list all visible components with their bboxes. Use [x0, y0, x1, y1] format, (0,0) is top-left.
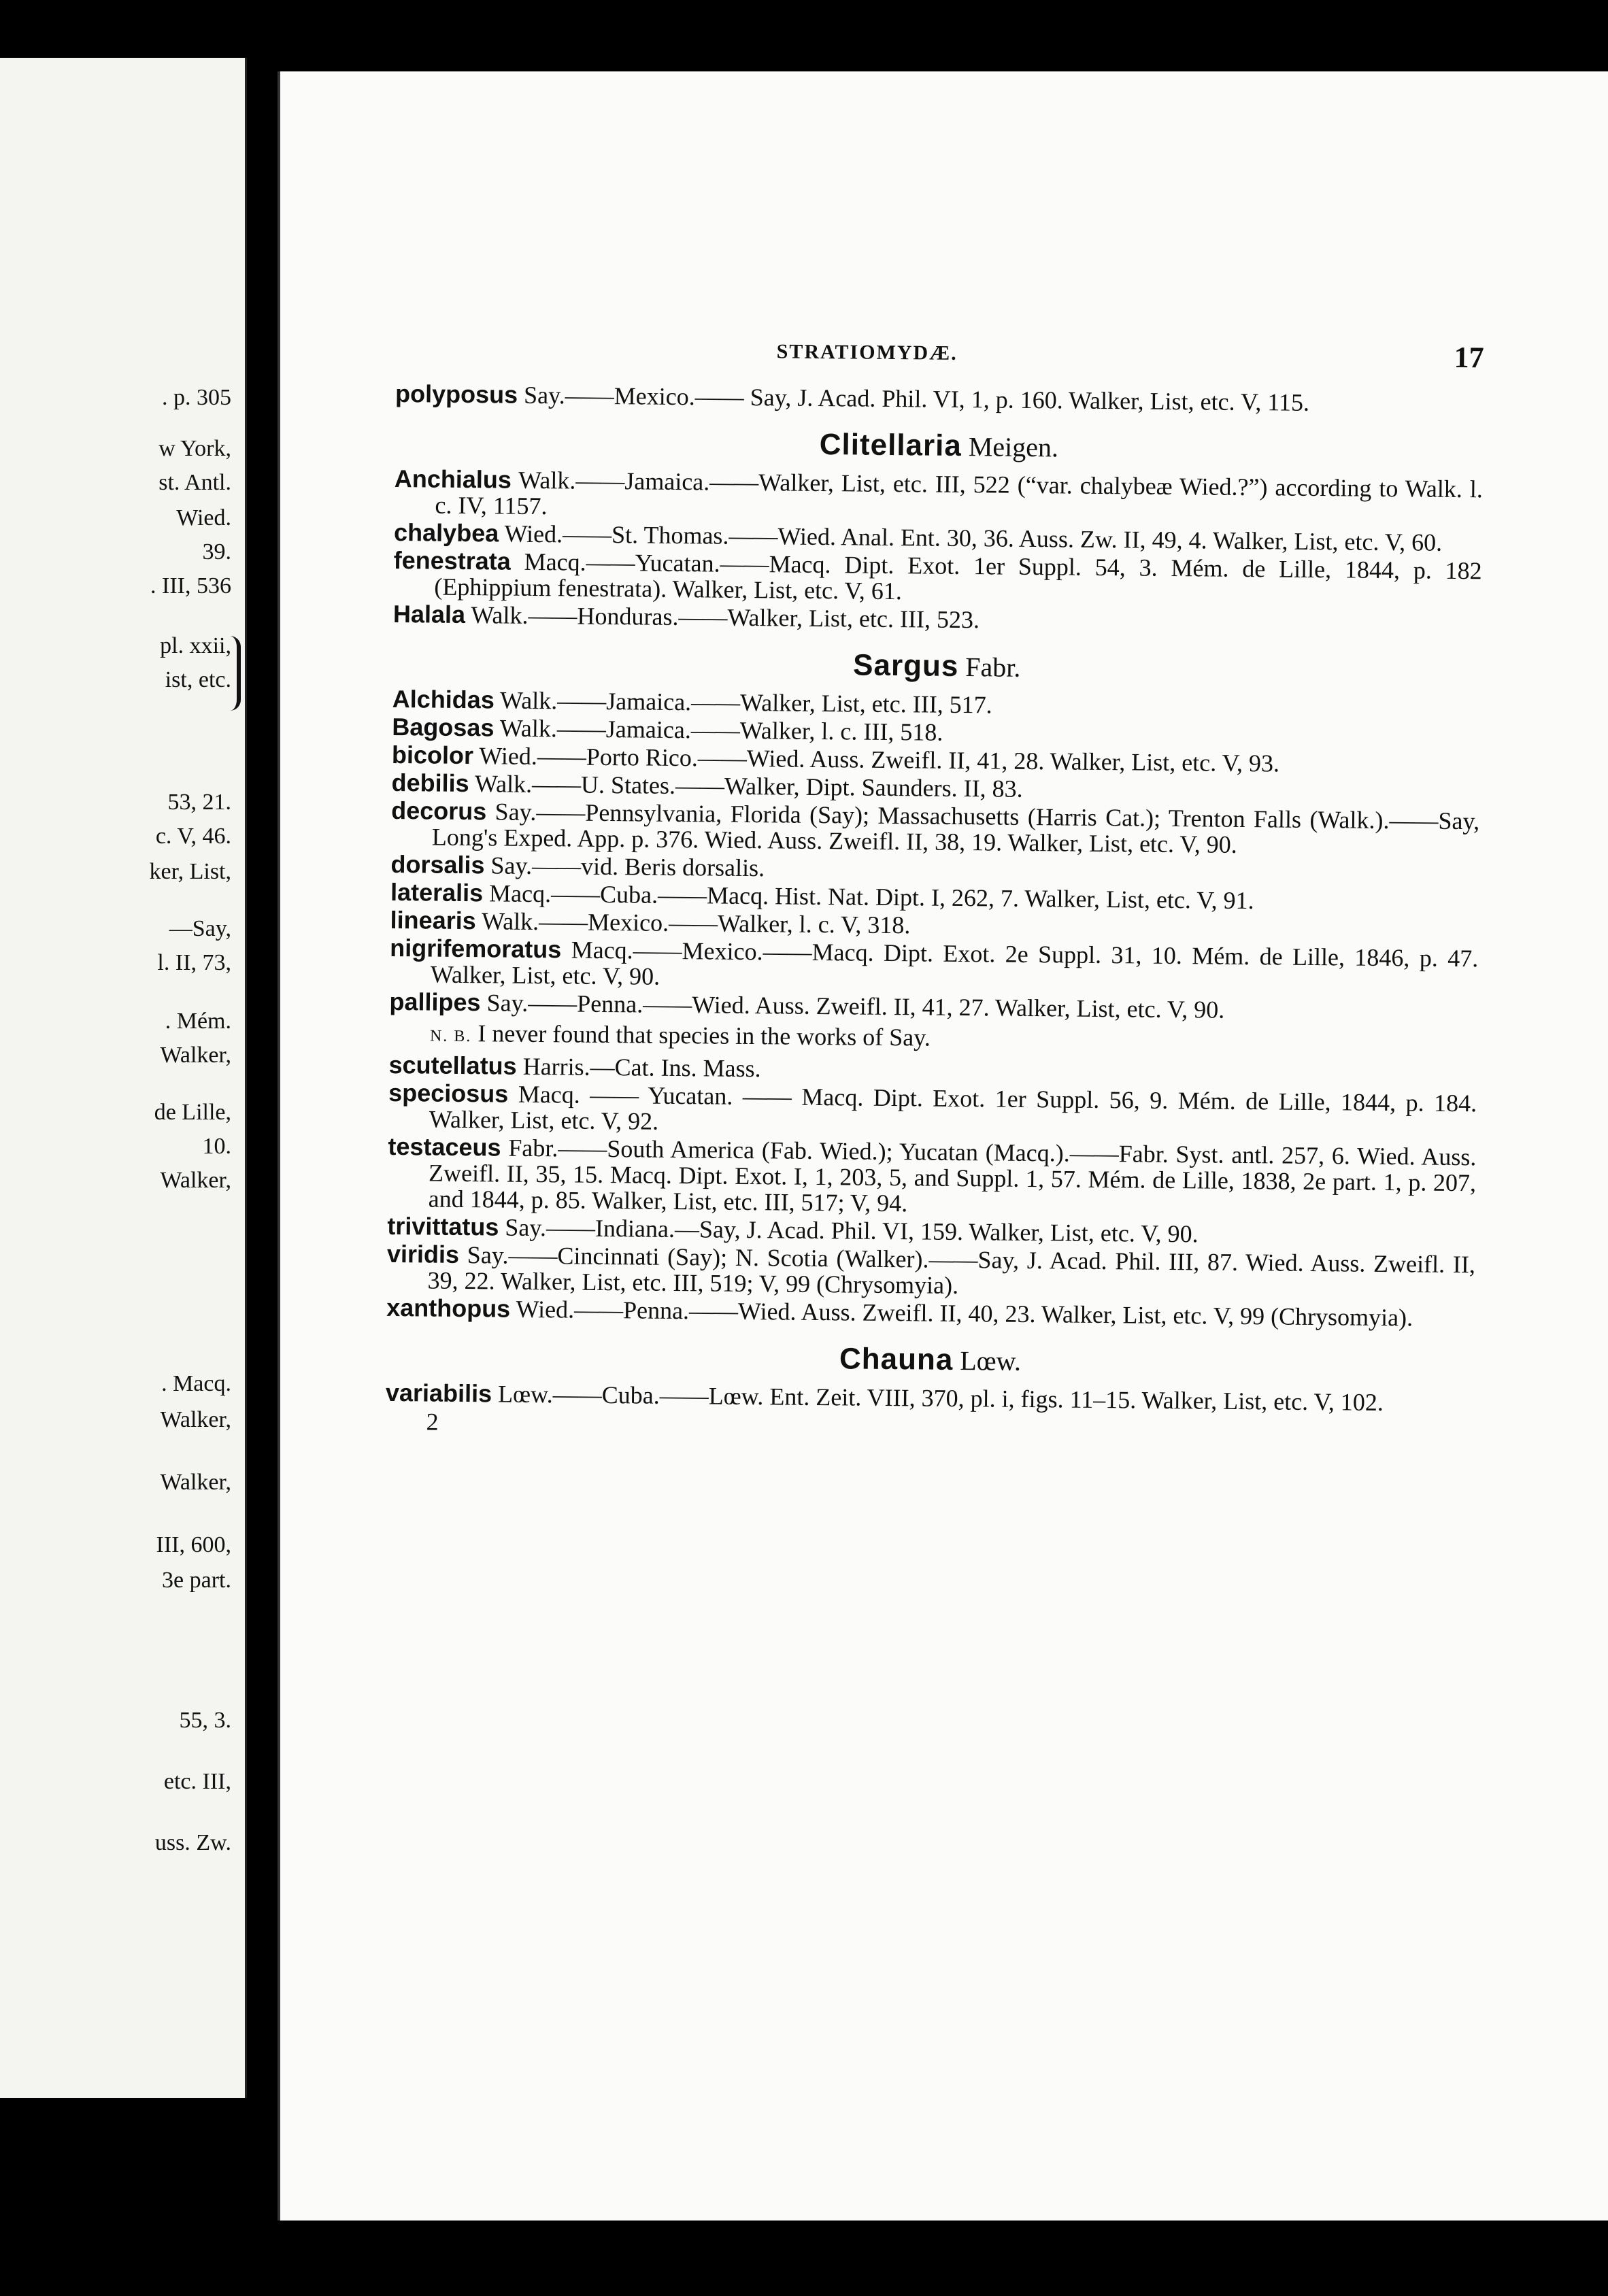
- species-name: Bagosas: [392, 712, 495, 742]
- genus-author: Fabr.: [958, 651, 1021, 683]
- bracket-mark: [230, 636, 241, 711]
- species-entry: [394, 466, 1483, 528]
- species-entry: [391, 798, 1480, 860]
- species-citation: Wied.——Porto Rico.——Wied. Auss. Zweifl. II, 41, 28. Walker, List, etc. V, 93.: [473, 742, 1280, 777]
- left-page-fragment: —Say,: [169, 916, 231, 941]
- left-page-fragment: III, 600,: [156, 1532, 231, 1557]
- species-citation: Macq.——Yucatan.——Macq. Dipt. Exot. 1er Suppl. 54, 3. Mém. de Lille, 1844, p. 182 (Ephippium fenestrata). Walker, List, etc. V, 61.: [434, 547, 1482, 605]
- species-citation: Lœw.——Cuba.——Lœw. Ent. Zeit. VIII, 370, pl. i, figs. 11–15. Walker, List, etc. V, 102.: [491, 1380, 1384, 1417]
- left-page-fragment: 55, 3.: [179, 1708, 231, 1733]
- species-name: dorsalis: [390, 849, 485, 879]
- species-entry: [388, 1134, 1477, 1221]
- left-page-fragment: 3e part.: [162, 1568, 231, 1593]
- species-name: chalybea: [393, 518, 499, 547]
- species-citation: Macq.——Cuba.——Macq. Hist. Nat. Dipt. I, 262, 7. Walker, List, etc. V, 91.: [482, 879, 1254, 915]
- left-page-fragment: Wied.: [176, 505, 231, 530]
- species-name: xanthopus: [386, 1293, 511, 1323]
- left-page-fragment: Walker,: [160, 1470, 231, 1495]
- page-number: 17: [1454, 340, 1484, 375]
- species-citation: Harris.—Cat. Ins. Mass.: [516, 1052, 761, 1083]
- page-content: [385, 330, 1484, 1436]
- entry-list: [386, 381, 1484, 1416]
- species-citation: Say.——Penna.——Wied. Auss. Zweifl. II, 41, 27. Walker, List, etc. V, 90.: [480, 989, 1225, 1024]
- species-name: fenestrata: [393, 545, 512, 575]
- left-page-fragment: 53, 21.: [167, 790, 231, 815]
- species-citation: Wied.——St. Thomas.——Wied. Anal. Ent. 30, 36. Auss. Zw. II, 49, 4. Walker, List, etc. V, 60.: [499, 520, 1443, 556]
- species-name: scutellatus: [388, 1050, 517, 1080]
- species-citation: Macq.——Mexico.——Macq. Dipt. Exot. 2e Suppl. 31, 10. Mém. de Lille, 1846, p. 47. Walker, List, etc. V, 90.: [430, 936, 1479, 990]
- species-name: pallipes: [389, 987, 481, 1017]
- species-citation: Walk.——Jamaica.——Walker, l. c. III, 518.: [494, 714, 943, 746]
- species-entry: [390, 935, 1479, 997]
- note-text: I never found that species in the works of Say.: [471, 1019, 931, 1051]
- species-citation: Walk.——Honduras.——Walker, List, etc. III, 523.: [465, 601, 980, 634]
- catalogue-entries: [385, 381, 1484, 1445]
- species-name: polyposus: [395, 379, 518, 409]
- species-name: Anchialus: [394, 464, 512, 494]
- species-entry: [388, 1080, 1477, 1142]
- note-label: N. B.: [429, 1027, 472, 1046]
- species-citation: Walk.——Jamaica.——Walker, List, etc. III, 517.: [494, 686, 992, 719]
- left-page-fragment: Walker,: [160, 1168, 231, 1193]
- species-name: debilis: [391, 768, 469, 798]
- species-citation: Walk.——Jamaica.——Walker, List, etc. III, 522 (“var. chalybeæ Wied.?”) according to Walk. l. c. IV, 1157.: [435, 466, 1484, 520]
- left-page-fragment: Walker,: [160, 1407, 231, 1432]
- species-citation: Walk.——U. States.——Walker, Dipt. Saunders. II, 83.: [469, 770, 1023, 803]
- genus-author: Lœw.: [953, 1345, 1022, 1377]
- species-citation: Fabr.——South America (Fab. Wied.); Yucatan (Macq.).——Fabr. Syst. antl. 257, 6. Wied. Auss. Zweifl. II, 35, 15. Macq. Dipt. Exot. I, 1, 203, 5, and Suppl. 1, 57. Mém. de Lille, 1838, 2e part. 1, p. 207, and 1844, p. 85. Walker, List, etc. III, 517; V, 94.: [428, 1134, 1477, 1217]
- species-name: bicolor: [391, 740, 474, 770]
- species-name: testaceus: [388, 1132, 501, 1162]
- left-page-fragment: ker, List,: [149, 859, 231, 884]
- left-page-fragment: 10.: [202, 1134, 231, 1159]
- species-citation: Wied.——Penna.——Wied. Auss. Zweifl. II, 40, 23. Walker, List, etc. V, 99 (Chrysomyia).: [510, 1295, 1413, 1332]
- species-citation: Say.——Mexico.—— Say, J. Acad. Phil. VI, 1, p. 160. Walker, List, etc. V, 115.: [517, 381, 1310, 416]
- species-citation: Macq. —— Yucatan. —— Macq. Dipt. Exot. 1er Suppl. 56, 9. Mém. de Lille, 1844, p. 184. Walker, List, etc. V, 92.: [429, 1080, 1477, 1135]
- left-page-fragment: pl. xxii,: [160, 633, 231, 658]
- species-name: linearis: [390, 905, 476, 935]
- genus-name: Sargus: [852, 648, 959, 683]
- species-name: decorus: [391, 796, 487, 826]
- genus-author: Meigen.: [961, 430, 1059, 463]
- left-page-fragment: l. II, 73,: [157, 950, 231, 975]
- genus-heading: [395, 426, 1483, 467]
- species-name: Halala: [392, 599, 466, 628]
- genus-heading: [392, 646, 1481, 687]
- species-citation: Say.——Indiana.—Say, J. Acad. Phil. VI, 159. Walker, List, etc. V, 90.: [499, 1213, 1199, 1248]
- species-name: lateralis: [390, 877, 484, 907]
- genus-name: Chauna: [839, 1342, 954, 1377]
- left-page-fragment: etc. III,: [163, 1769, 231, 1794]
- left-page-fragment: de Lille,: [154, 1100, 231, 1125]
- facing-page-left: [0, 58, 247, 2098]
- left-page-fragment: . p. 305: [162, 385, 231, 410]
- species-citation: Walk.——Mexico.——Walker, l. c. V, 318.: [475, 907, 911, 939]
- page-17: [278, 71, 1608, 2221]
- species-name: nigrifemoratus: [390, 933, 562, 964]
- left-page-fragment: . Macq.: [161, 1371, 231, 1396]
- species-name: viridis: [386, 1239, 460, 1268]
- left-page-fragment: ist, etc.: [165, 667, 231, 692]
- left-page-fragment: st. Antl.: [158, 470, 231, 495]
- species-entry: [395, 381, 1484, 417]
- species-name: speciosus: [388, 1078, 509, 1108]
- left-page-fragment: 39.: [202, 539, 231, 564]
- left-page-fragment: . Mém.: [165, 1009, 231, 1034]
- species-entry: [393, 547, 1482, 609]
- genus-heading: [386, 1340, 1474, 1381]
- species-name: trivittatus: [387, 1211, 499, 1241]
- species-citation: Say.——Cincinnati (Say); N. Scotia (Walker).——Say, J. Acad. Phil. III, 87. Wied. Auss. Zweifl. II, 39, 22. Walker, List, etc. III, 519; V, 99 (Chrysomyia).: [427, 1240, 1476, 1300]
- species-name: Alchidas: [392, 684, 495, 714]
- running-title: STRATIOMYDÆ.: [776, 340, 958, 365]
- left-page-fragment: Walker,: [160, 1043, 231, 1068]
- species-citation: Say.——Pennsylvania, Florida (Say); Massachusetts (Harris Cat.); Trenton Falls (Walk.).——Say, Long's Exped. App. p. 376. Wied. Auss. Zweifl. II, 38, 19. Walker, List, etc. V, 90.: [431, 798, 1480, 858]
- genus-name: Clitellaria: [819, 427, 962, 462]
- left-page-fragment: uss. Zw.: [154, 1830, 231, 1855]
- species-citation: Say.——vid. Beris dorsalis.: [484, 851, 765, 882]
- species-name: variabilis: [385, 1378, 492, 1408]
- left-page-fragment: . III, 536: [150, 573, 231, 598]
- running-head: [395, 330, 1484, 381]
- left-page-fragment: w York,: [158, 436, 231, 461]
- signature-mark: 2: [426, 1408, 439, 1436]
- species-entry: [386, 1241, 1475, 1303]
- left-page-fragment: c. V, 46.: [155, 824, 231, 849]
